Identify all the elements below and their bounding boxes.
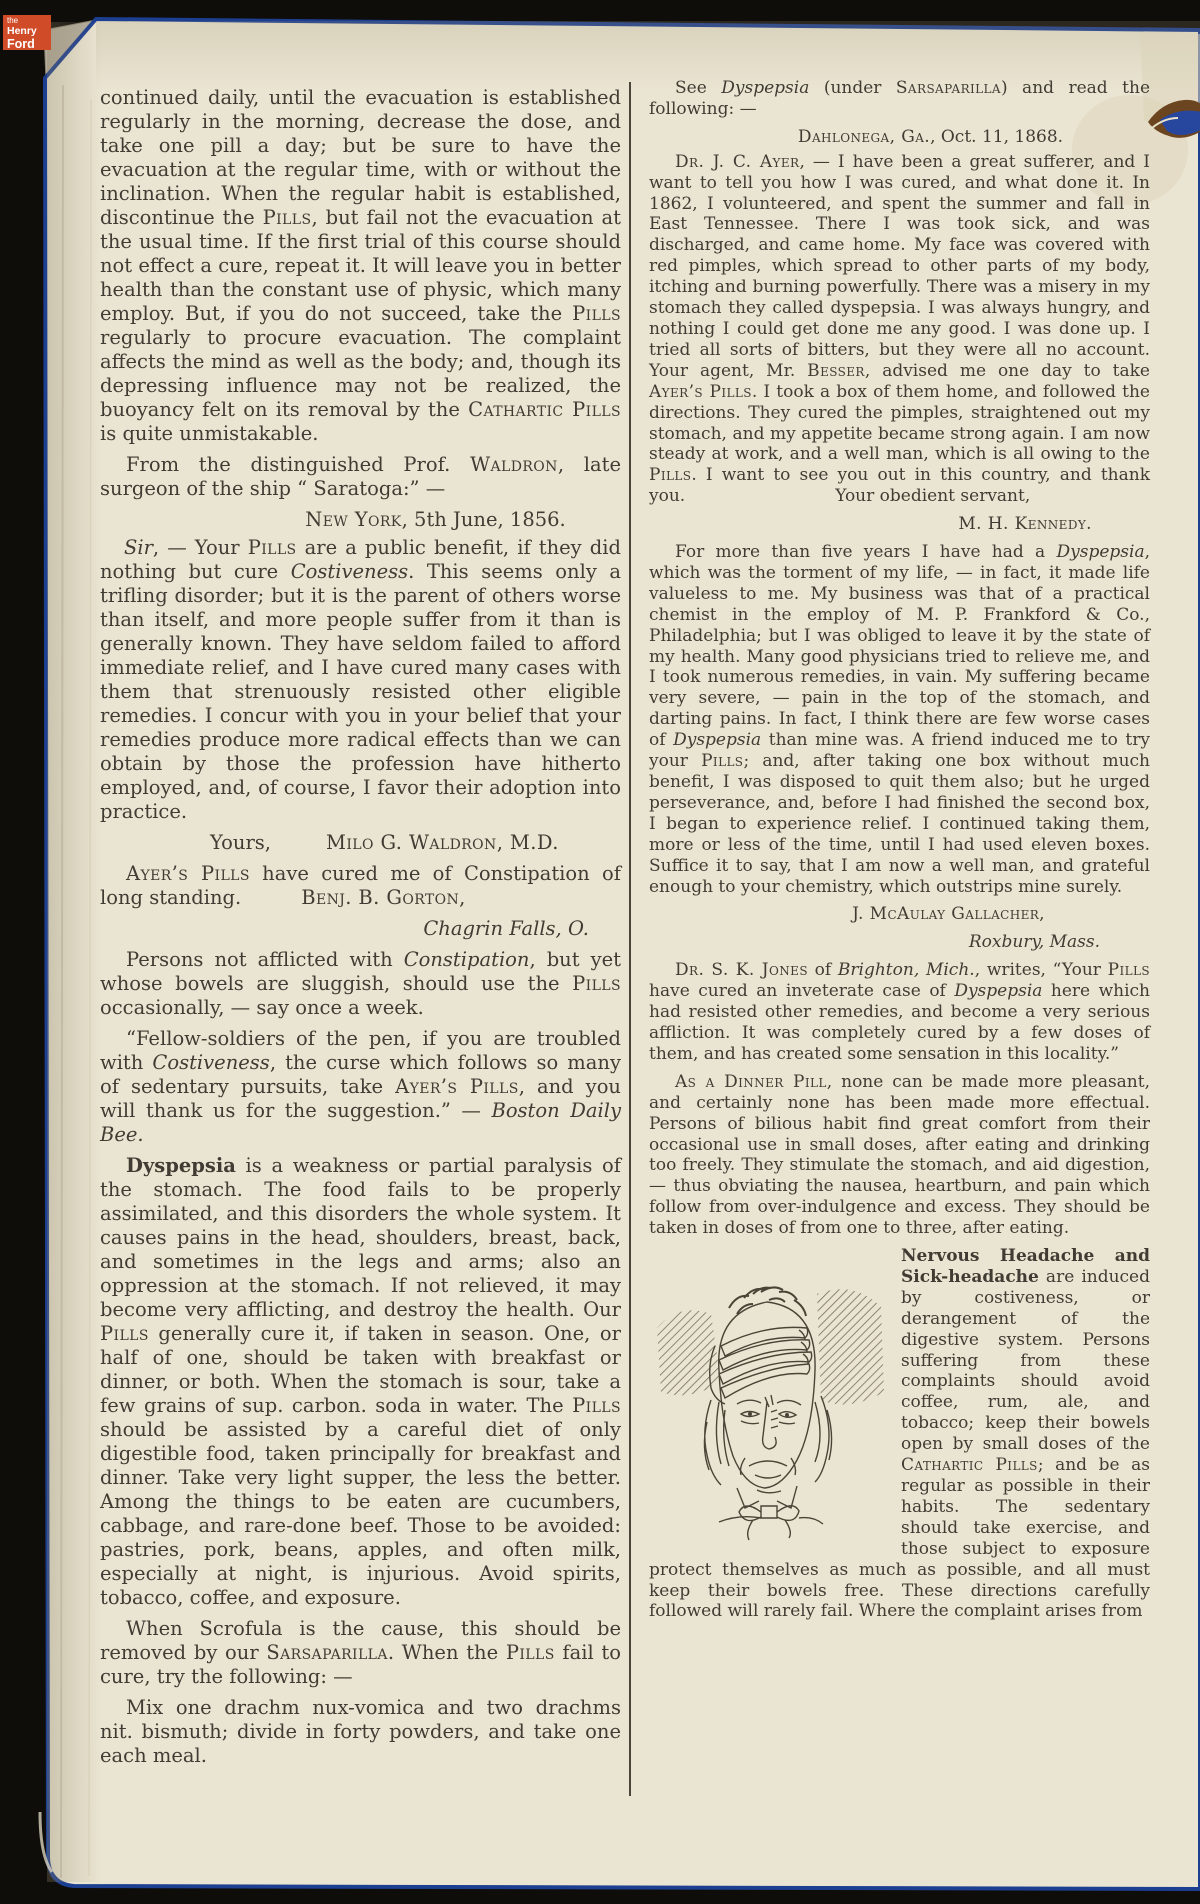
text-run: are a public benefit, if they did nothing but cure <box>100 536 621 583</box>
small-caps-text: Ayer’s Pills <box>126 862 250 885</box>
paragraph <box>100 508 621 532</box>
engraving-strokes <box>657 1287 884 1540</box>
text-run: regularly to procure evacuation. The complaint affects the mind as well as the body; and, though its depressing influence may not be realized, the buoyancy felt on its removal by the <box>100 326 621 421</box>
small-caps-text: Cathartic Pills <box>901 1455 1038 1476</box>
paragraph <box>649 932 1150 953</box>
logo-word-ford: Ford <box>7 36 35 51</box>
small-caps-text: Benj. B. Gorton, <box>301 886 466 909</box>
text-run: of <box>807 960 838 981</box>
text-run: When Scrofula is the cause, this should be removed by our <box>100 1617 621 1664</box>
text-run: have cured me of Constipation of long standing. <box>100 862 621 909</box>
text-run: ; and, after taking one box without much benefit, I was disposed to quit them also; but he urged perseverance, and, before I had finished the second box, I began to experience relief. I continued taking them, more or less of the time, until I had used eleven boxes. Suffice it to say, that I am now a well man, and grateful enough to your chemistry, which outstrips mine surely. <box>649 751 1150 897</box>
paragraph <box>649 514 1150 535</box>
small-caps-text: Pills <box>572 1394 621 1417</box>
italic-text: Dyspepsia <box>954 981 1043 1002</box>
small-caps-text: Ayer’s Pills <box>395 1075 519 1098</box>
text-run: . When the <box>387 1641 506 1664</box>
small-caps-text: Sarsaparilla <box>895 78 1001 98</box>
paragraph <box>100 831 621 855</box>
small-caps-text: Pills <box>262 206 312 229</box>
text-run: , — Your <box>152 536 248 559</box>
text-run: . I want to see you out in this country, and thank you. <box>649 465 1150 507</box>
henry-ford-logo <box>3 15 51 50</box>
text-run: From the distinguished Prof. <box>126 453 471 476</box>
logo-word-henry: Henry <box>7 25 37 37</box>
small-caps-text: Cathartic Pills <box>468 398 621 421</box>
text-run: , which was the torment of my life, — in fact, it made life valueless to me. My business was that of a practical chemist in the employ of M. P. Frankford & Co., Philadelphia; but I was obliged to leave it by the state of my health. Many good physicians tried to relieve me, and I took numerous remedies, in vain. My suffering became very severe, — pain in the top of the stomach, and darting pains. In fact, I think there are few worse cases of <box>649 542 1150 751</box>
text-run: should be assisted by a careful diet of only digestible food, taken principally for breakfast and dinner. Take very light supper, the less the better. Among the things to be eaten are cucumbers, cabbage, and rare-done beef. Those to be avoided: pastries, pork, beans, apples, and often milk, especially at night, is injurious. Avoid spirits, tobacco, coffee, and exposure. <box>100 1418 621 1609</box>
paragraph <box>649 127 1150 148</box>
text-run: . This seems only a trifling disorder; but it is the parent of others worse than itself, and more people suffer from it than is generally known. They have seldom failed to afford immediate relief, and I have cured many cases with them that strenuously resisted other eligible remedies. I concur with you in your belief that your remedies produce more radical effects than we can obtain by those the profession have hitherto employed, and, of course, I favor their adoption into practice. <box>100 560 621 823</box>
text-run: For more than five years I have had a <box>675 542 1057 563</box>
small-caps-text: Dr. S. K. Jones <box>675 960 808 981</box>
text-run: Mix one drachm nux-vomica and two drachms nit. bismuth; divide in forty powders, and take one each meal. <box>100 1696 621 1767</box>
text-run: , none can be made more pleasant, and certainly none has been made more effectual. Persons of bilious habit find great comfort from their occasional use in small doses, after eating and drinking too freely. They stimulate the stomach, and aid digestion, — thus obviating the nausea, heartburn, and pain which follow from over-indulgence and excess. They should be taken in doses of from one to three, after eating. <box>649 1071 1150 1239</box>
paragraph <box>100 1027 621 1147</box>
italic-text: Sir <box>124 536 153 559</box>
left-shadow-hatch <box>657 1310 721 1395</box>
text-run: Yours, <box>210 831 272 854</box>
paragraph <box>100 453 621 501</box>
text-run: are induced by costiveness, or derangement of the digestive system. Persons suffering from these complaints should avoid coffee, rum, ale, and tobacco; keep their bowels open by small doses of the <box>901 1266 1150 1455</box>
paragraph <box>100 917 621 941</box>
text-run: , 5th June, 1856. <box>401 508 566 531</box>
text-run: , late surgeon of the ship “ Saratoga:” — <box>100 453 621 500</box>
paragraph <box>649 152 1150 507</box>
small-caps-text: M. H. Kennedy. <box>958 514 1092 535</box>
text-run: . I took a box of them home, and followed the directions. They cured the pimples, straightened out my stomach, and my appetite became strong again. I am now steady at work, and a well man, which is all owing to the <box>649 381 1150 465</box>
paragraph <box>649 904 1150 925</box>
column-divider-rule <box>629 82 631 1796</box>
italic-text: Chagrin Falls, O. <box>423 917 589 940</box>
paragraph <box>649 1072 1150 1239</box>
small-caps-text: Pills <box>1107 960 1150 981</box>
text-run: (under <box>809 78 896 98</box>
illustration-float-spacer <box>649 1250 889 1542</box>
small-caps-text: Besser <box>807 360 865 381</box>
text-run: , Oct. 11, 1868. <box>930 126 1064 147</box>
small-caps-text: Ayer’s Pills <box>649 381 752 402</box>
italic-text: Dyspepsia <box>1056 542 1145 563</box>
bold-text: Nervous Headache and Sick-headache <box>901 1246 1150 1287</box>
paragraph <box>100 536 621 824</box>
text-run: , but fail not the evacuation at the usual time. If the first trial of this course should not effect a cure, repeat it. It will leave you in better health than the constant use of physic, which many employ. But, if you do not succeed, take the <box>100 206 621 325</box>
paragraph <box>100 86 621 446</box>
left-column <box>100 86 621 1775</box>
italic-text: Dyspepsia <box>721 78 810 98</box>
paragraph <box>100 1617 621 1689</box>
italic-text: Roxbury, Mass. <box>968 932 1100 953</box>
text-run: is quite unmistakable. <box>100 422 319 445</box>
italic-text: Costiveness <box>152 1051 270 1074</box>
italic-text: Constipation <box>403 948 530 971</box>
inline-spacer <box>100 553 124 554</box>
right-shadow-hatch <box>817 1289 884 1404</box>
text-run: Your obedient servant, <box>835 486 1031 507</box>
text-run: , writes, “Your <box>974 960 1108 981</box>
small-caps-text: Pills <box>100 1322 149 1345</box>
italic-text: Brighton, Mich. <box>837 960 975 981</box>
paragraph <box>100 1696 621 1768</box>
paragraph <box>100 948 621 1020</box>
paragraph <box>100 862 621 910</box>
small-caps-text: Pills <box>701 751 744 772</box>
small-caps-text: J. McAulay Gallacher, <box>852 904 1045 925</box>
headache-man-illustration <box>649 1250 889 1542</box>
small-caps-text: New York <box>305 508 402 531</box>
text-run: is a weakness or partial paralysis of the stomach. The food fails to be properly assimilated, and this disorders the whole system. It causes pains in the head, shoulders, breast, back, and sometimes in the legs and arms; also an oppression at the stomach. If not relieved, it may become very afflicting, and destroy the health. Our <box>100 1154 621 1321</box>
paragraph <box>649 960 1150 1065</box>
text-run: continued daily, until the evacuation is established regularly in the morning, decrease the dose, and take one pill a day; but be sure to have the evacuation at the regular time, with or without the inclination. When the regular habit is established, discontinue the <box>100 86 621 229</box>
paragraph <box>649 78 1150 120</box>
logo-word-the: the <box>7 16 19 25</box>
inline-spacer <box>685 500 835 501</box>
small-caps-text: Pills <box>572 302 621 325</box>
small-caps-text: Dr. J. C. Ayer <box>675 151 800 172</box>
text-run: here which had resisted other remedies, and become a very serious affliction. It was completely cured by a few doses of them, and has created some sensation in this locality.” <box>649 981 1150 1064</box>
text-run: , and you will thank us for the suggestion.” — <box>100 1075 621 1122</box>
text-run: , the curse which follows so many of sedentary pursuits, take <box>100 1051 621 1098</box>
small-caps-text: As a Dinner Pill <box>675 1071 827 1092</box>
paragraph <box>649 542 1150 897</box>
inline-spacer <box>100 848 210 849</box>
text-run: , — I have been a great sufferer, and I want to tell you how I was cured, and what done it. In 1862, I volunteered, and spent the summer and fall in East Tennessee. There I was took sick, and was discharged, and came home. My face was covered with red pimples, which spread to other parts of my body, itching and burning powerfully. There was a misery in my stomach they called dyspepsia. I was always hungry, and nothing I could get done me any good. I was done up. I tried all sorts of bitters, but they were all no account. Your agent, Mr. <box>649 151 1151 381</box>
text-run: occasionally, — say once a week. <box>100 996 424 1019</box>
text-run: Persons not afflicted with <box>126 948 404 971</box>
left-edge-shading <box>47 22 102 1882</box>
paragraph <box>100 1154 621 1610</box>
italic-text: Costiveness <box>290 560 409 583</box>
inline-spacer <box>271 848 326 849</box>
bold-text: Dyspepsia <box>126 1154 236 1177</box>
text-run: generally cure it, if taken in season. One, or half of one, should be taken with breakfast or dinner, or both. When the stomach is sour, take a few grains of sup. carbon. soda in water. The <box>100 1322 621 1417</box>
paragraph <box>649 1246 1150 1622</box>
text-run: “Fellow-soldiers of the pen, if you are troubled with <box>100 1027 621 1074</box>
text-run: ; and be as regular as possible in their habits. The sedentary should take exercise, and those subject to exposure protect themselves as much as possible, and all must keep their bowels free. These directions carefully followed will rarely fail. Where the complaint arises from <box>649 1455 1150 1622</box>
right-column <box>649 78 1150 1629</box>
small-caps-text: Milo G. Waldron, M.D. <box>326 831 559 854</box>
text-run: than mine was. A friend induced me to try your <box>649 730 1150 772</box>
small-caps-text: Pills <box>572 972 621 995</box>
text-run: ) and read the following: — <box>649 78 1151 119</box>
small-caps-text: Pills <box>649 465 692 486</box>
small-caps-text: Sarsaparilla <box>266 1641 388 1664</box>
text-run: See <box>675 78 722 98</box>
inline-spacer <box>241 903 301 904</box>
text-run: have cured an inveterate case of <box>649 981 955 1002</box>
small-caps-text: Pills <box>505 1641 555 1664</box>
text-run: fail to cure, try the following: — <box>100 1641 621 1688</box>
collar-and-bow <box>719 1486 823 1540</box>
italic-text: Dyspepsia <box>673 730 762 751</box>
text-run: , but yet whose bowels are sluggish, should use the <box>100 948 621 995</box>
small-caps-text: Pills <box>247 536 297 559</box>
small-caps-text: Waldron <box>470 453 558 476</box>
text-run: , advised me one day to take <box>864 360 1150 381</box>
small-caps-text: Dahlonega, Ga. <box>797 126 931 147</box>
italic-text: Boston Daily Bee. <box>100 1099 621 1146</box>
